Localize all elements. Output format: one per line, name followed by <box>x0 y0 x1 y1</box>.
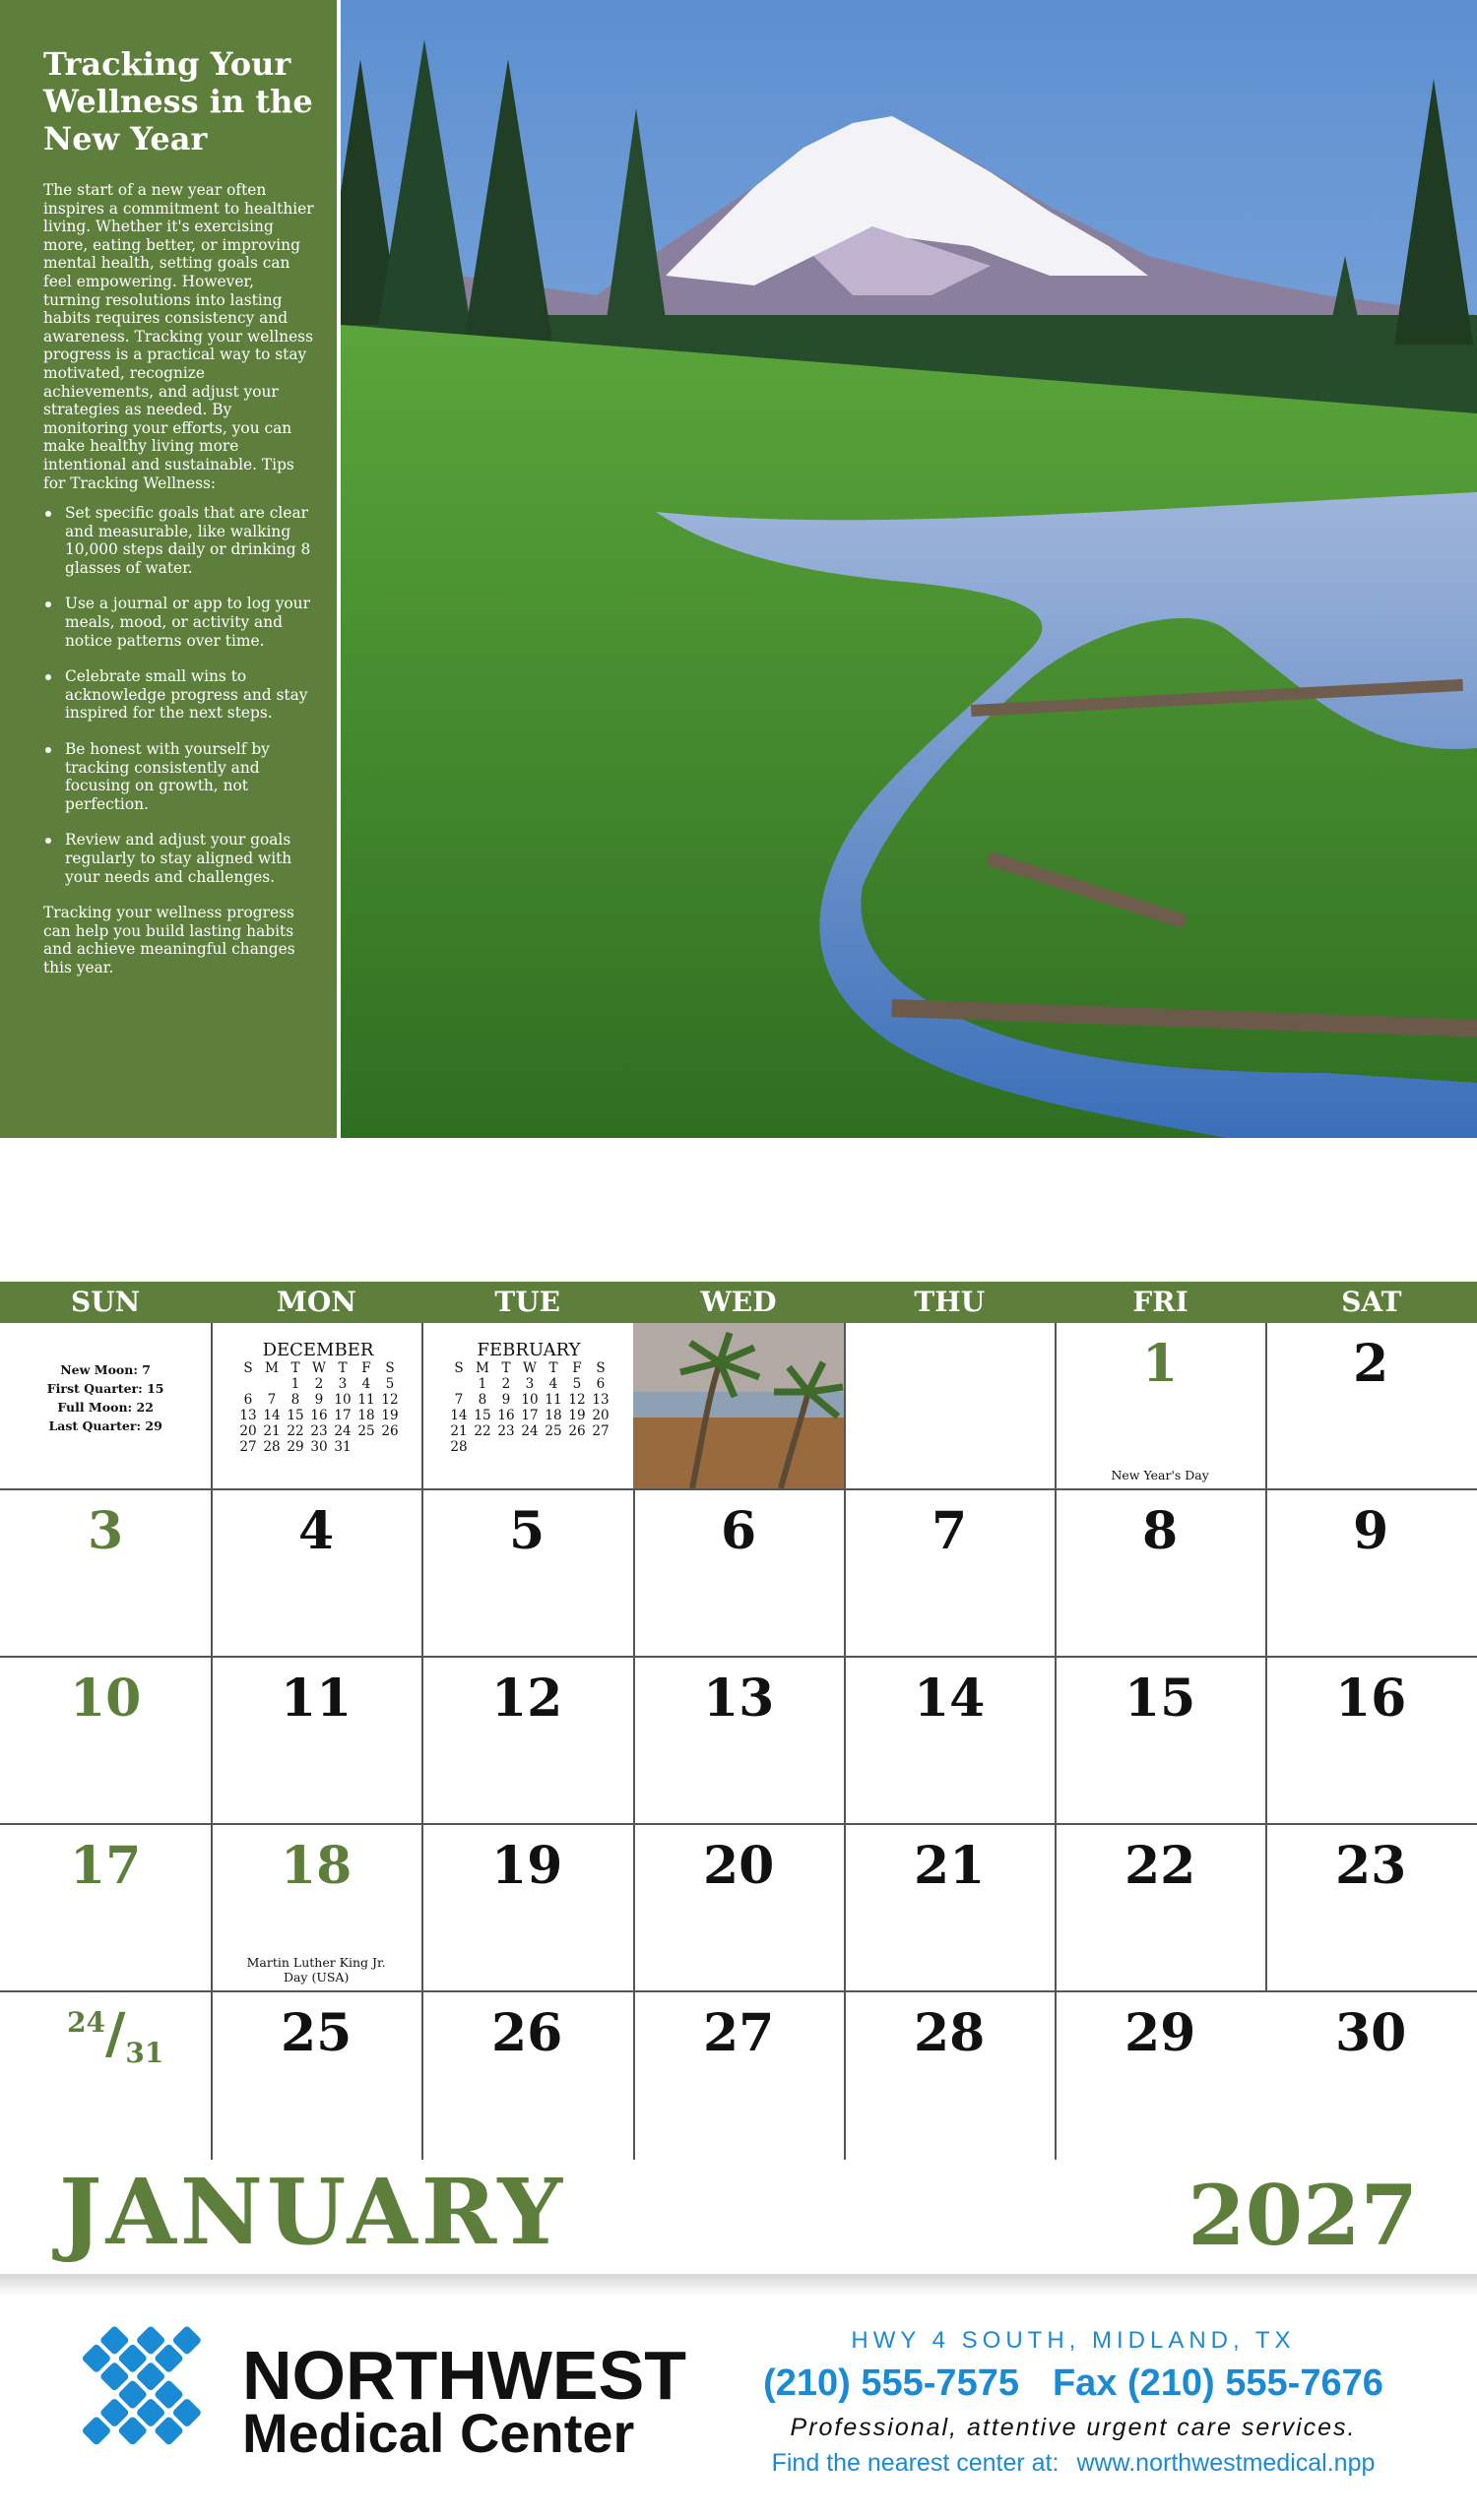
mini-day: 5 <box>572 1376 582 1392</box>
mini-day: 16 <box>497 1408 515 1423</box>
mini-day: 11 <box>545 1392 562 1408</box>
mini-day: 18 <box>357 1408 375 1423</box>
split-slash: / <box>104 2001 126 2066</box>
mini-day: 12 <box>381 1392 399 1408</box>
mini-day: 2 <box>501 1376 511 1392</box>
moon-phase: First Quarter: 15 <box>46 1381 164 1396</box>
moon-phase: Full Moon: 22 <box>57 1400 154 1415</box>
mini-day <box>542 1439 565 1455</box>
fax-number: Fax (210) 555-7676 <box>1052 2362 1383 2404</box>
holiday-label-line: Martin Luther King Jr. <box>246 1955 386 1970</box>
day-number: 8 <box>1142 1501 1179 1561</box>
day-number: 29 <box>1124 2003 1196 2063</box>
day-cell-7[interactable] <box>844 1490 1055 1658</box>
mini-day: 13 <box>592 1392 610 1408</box>
mini-day: 23 <box>497 1423 515 1439</box>
mini-day: 15 <box>287 1408 304 1423</box>
day-number: 17 <box>69 1836 142 1896</box>
day-number: 11 <box>280 1669 353 1729</box>
mini-calendar-next <box>421 1323 632 1490</box>
mini-day: 20 <box>239 1423 257 1439</box>
tips-list <box>43 504 315 886</box>
mini-day: 3 <box>525 1376 535 1392</box>
article-closing: Tracking your wellness progress can help you build lasting habits and achieve meaningful changes this year. <box>43 904 295 976</box>
tip-item: Review and adjust your goals regularly to stay aligned with your needs and challenges. <box>43 831 315 886</box>
mini-weekday: S <box>454 1360 464 1376</box>
weekday-mon: MON <box>276 1286 356 1318</box>
weekday-header <box>0 1282 1477 1323</box>
day-number: 14 <box>913 1669 986 1729</box>
mini-day: 6 <box>596 1376 606 1392</box>
mini-day <box>471 1439 494 1455</box>
holiday-label <box>211 1955 421 1984</box>
holiday-label-line: Day (USA) <box>283 1970 350 1984</box>
tagline: Professional, attentive urgent care services. <box>790 2414 1357 2441</box>
day-cell-13[interactable] <box>633 1658 844 1825</box>
mini-weekday: M <box>476 1360 489 1376</box>
mini-day: 14 <box>263 1408 281 1423</box>
mini-day: 30 <box>310 1439 328 1455</box>
day-number: 16 <box>1334 1669 1407 1729</box>
mini-day: 7 <box>267 1392 277 1408</box>
mini-day <box>565 1439 589 1455</box>
mini-calendar-december <box>234 1341 402 1455</box>
mini-calendar-table <box>447 1360 612 1455</box>
calendar-grid <box>0 1323 1477 2160</box>
article-intro: The start of a new year often inspires a commitment to healthier living. Whether it's exercising more, eating better, or improving mental health, setting goals can feel empowering. However, turning resolutions into lasting habits requires consistency and awareness. Tracking your wellness progress is a practical way to stay motivated, recognize achievements, and adjust your strategies as needed. By monitoring your efforts, you can make healthy living more intentional and sustainable. Tips for Tracking Wellness: <box>43 181 314 492</box>
mini-day: 4 <box>548 1376 558 1392</box>
mini-weekday: W <box>312 1360 326 1376</box>
mini-day: 4 <box>361 1376 371 1392</box>
day-number: 26 <box>490 2003 563 2063</box>
moon-phase: New Moon: 7 <box>60 1362 152 1377</box>
mini-day: 9 <box>314 1392 324 1408</box>
day-cell-26[interactable] <box>421 1992 632 2160</box>
mini-day: 21 <box>263 1423 281 1439</box>
weekday-wed: WED <box>700 1286 777 1318</box>
mini-weekday: T <box>290 1360 300 1376</box>
day-cell-2[interactable] <box>1265 1323 1476 1490</box>
mini-day: 13 <box>239 1408 257 1423</box>
mini-calendar-title: FEBRUARY <box>477 1340 581 1360</box>
day-cell-22[interactable] <box>1055 1825 1265 1992</box>
day-number: 3 <box>88 1501 124 1561</box>
mini-day: 25 <box>545 1423 562 1439</box>
day-cell-20[interactable] <box>633 1825 844 1992</box>
brand-subname: Medical Center <box>242 2402 635 2464</box>
day-cell-6[interactable] <box>633 1490 844 1658</box>
day-cell-25[interactable] <box>211 1992 421 2160</box>
day-cell-4[interactable] <box>211 1490 421 1658</box>
day-cell-3[interactable] <box>0 1490 211 1658</box>
weekday-sun: SUN <box>71 1286 141 1318</box>
mini-day <box>236 1376 260 1392</box>
mini-day: 18 <box>545 1408 562 1423</box>
mini-day: 9 <box>501 1392 511 1408</box>
phone-number[interactable]: (210) 555-7575 <box>763 2362 1019 2404</box>
day-cell-9[interactable] <box>1265 1490 1476 1658</box>
day-cell-1[interactable] <box>1055 1323 1265 1490</box>
year-title: 2027 <box>1188 2167 1418 2264</box>
mini-day: 21 <box>450 1423 468 1439</box>
day-cell-24-31[interactable] <box>0 1992 211 2160</box>
day-cell-18[interactable] <box>211 1825 421 1992</box>
day-number: 25 <box>280 2003 353 2063</box>
mini-day: 8 <box>478 1392 487 1408</box>
mini-calendar-week <box>447 1439 612 1455</box>
mini-weekday: W <box>523 1360 537 1376</box>
mini-calendar-week <box>236 1439 402 1455</box>
tip-item: Use a journal or app to log your meals, mood, or activity and notice patterns over time. <box>43 595 315 650</box>
day-number-31: 31 <box>125 2037 164 2069</box>
tip-item: Be honest with yourself by tracking consistently and focusing on growth, not perfection. <box>43 740 315 813</box>
mini-day <box>354 1439 378 1455</box>
mini-calendar-week <box>236 1392 402 1408</box>
moon-phases <box>0 1360 211 1435</box>
mini-day: 28 <box>450 1439 468 1455</box>
mini-calendar-week <box>447 1423 612 1439</box>
mini-day: 22 <box>287 1423 304 1439</box>
day-cell-27[interactable] <box>633 1992 844 2160</box>
mountain-lake-photo <box>341 0 1477 1138</box>
mini-day: 20 <box>592 1408 610 1423</box>
mini-calendar-week <box>236 1408 402 1423</box>
day-number: 10 <box>69 1669 142 1729</box>
day-cell-28[interactable] <box>844 1992 1055 2160</box>
weekday-sat: SAT <box>1341 1286 1402 1318</box>
mini-day: 24 <box>521 1423 539 1439</box>
tip-item: Celebrate small wins to acknowledge progress and stay inspired for the next steps. <box>43 667 315 723</box>
mini-day: 17 <box>334 1408 352 1423</box>
moon-phase: Last Quarter: 29 <box>48 1418 162 1433</box>
mini-day <box>260 1376 284 1392</box>
mini-calendar-previous <box>211 1323 421 1490</box>
mini-day: 25 <box>357 1423 375 1439</box>
mini-weekday: S <box>243 1360 253 1376</box>
day-cell-14[interactable] <box>844 1658 1055 1825</box>
day-cell-11[interactable] <box>211 1658 421 1825</box>
mini-day: 10 <box>521 1392 539 1408</box>
mini-calendar-week <box>236 1376 402 1392</box>
brand-name: NORTHWEST <box>242 2337 687 2414</box>
day-number: 21 <box>913 1836 986 1896</box>
day-cell-10[interactable] <box>0 1658 211 1825</box>
mini-calendar-table <box>236 1360 402 1455</box>
day-cell-16[interactable] <box>1265 1658 1476 1825</box>
day-number: 13 <box>702 1669 775 1729</box>
mini-calendar-title: DECEMBER <box>262 1340 374 1360</box>
day-number: 5 <box>509 1501 546 1561</box>
mini-day: 31 <box>334 1439 352 1455</box>
mini-day: 19 <box>381 1408 399 1423</box>
mini-calendar-week <box>447 1392 612 1408</box>
day-number: 28 <box>913 2003 986 2063</box>
mini-day <box>378 1439 402 1455</box>
mini-calendar-header-row <box>447 1360 612 1376</box>
day-number: 9 <box>1353 1501 1389 1561</box>
mini-weekday: S <box>385 1360 395 1376</box>
day-number: 27 <box>702 2003 775 2063</box>
day-number: 6 <box>721 1501 757 1561</box>
mini-calendar-week <box>447 1408 612 1423</box>
month-title: JANUARY <box>59 2159 567 2265</box>
day-number: 18 <box>280 1836 353 1896</box>
mini-day: 24 <box>334 1423 352 1439</box>
cross-logo-icon <box>55 2307 232 2485</box>
day-cell-30[interactable] <box>1265 1992 1476 2160</box>
mini-day <box>494 1439 518 1455</box>
day-cell-empty <box>844 1323 1055 1490</box>
mini-weekday: M <box>265 1360 279 1376</box>
website-link[interactable]: www.northwestmedical.npp <box>1076 2449 1376 2477</box>
day-cell-8[interactable] <box>1055 1490 1265 1658</box>
mini-day: 14 <box>450 1408 468 1423</box>
day-cell-17[interactable] <box>0 1825 211 1992</box>
mini-day: 27 <box>239 1439 257 1455</box>
mini-day: 8 <box>290 1392 300 1408</box>
address: HWY 4 SOUTH, MIDLAND, TX <box>851 2327 1296 2354</box>
mini-day: 16 <box>310 1408 328 1423</box>
section-shadow <box>0 2274 1477 2296</box>
day-cell-21[interactable] <box>844 1825 1055 1992</box>
day-number: 2 <box>1353 1334 1389 1394</box>
weekday-thu: THU <box>914 1286 986 1318</box>
mini-day: 19 <box>568 1408 586 1423</box>
mini-day: 29 <box>287 1439 304 1455</box>
day-number: 20 <box>702 1836 775 1896</box>
website-label: Find the nearest center at: <box>771 2449 1060 2477</box>
mini-calendar-header-row <box>236 1360 402 1376</box>
mini-day: 2 <box>314 1376 324 1392</box>
weekday-fri: FRI <box>1132 1286 1188 1318</box>
holiday-label: New Year's Day <box>1111 1468 1209 1482</box>
mini-calendar-week <box>447 1376 612 1392</box>
day-number: 4 <box>298 1501 335 1561</box>
day-number: 19 <box>490 1836 563 1896</box>
day-cell-15[interactable] <box>1055 1658 1265 1825</box>
website-line <box>729 2449 1418 2478</box>
palm-beach-photo <box>633 1323 844 1490</box>
day-number: 15 <box>1124 1669 1196 1729</box>
mini-day: 26 <box>381 1423 399 1439</box>
day-cell-29[interactable] <box>1055 1992 1265 2160</box>
mini-day <box>518 1439 542 1455</box>
day-number: 1 <box>1142 1334 1179 1394</box>
mini-weekday: S <box>596 1360 606 1376</box>
mini-calendar-week <box>236 1423 402 1439</box>
day-number: 23 <box>1334 1836 1407 1896</box>
mini-day: 3 <box>338 1376 348 1392</box>
day-cell-23[interactable] <box>1265 1825 1476 1992</box>
day-number: 7 <box>931 1501 968 1561</box>
mini-day: 1 <box>290 1376 300 1392</box>
tip-item: Set specific goals that are clear and measurable, like walking 10,000 steps daily or drinking 8 glasses of water. <box>43 504 315 577</box>
mini-weekday: T <box>548 1360 558 1376</box>
day-cell-12[interactable] <box>421 1658 632 1825</box>
mini-day: 7 <box>454 1392 464 1408</box>
mini-day: 11 <box>357 1392 375 1408</box>
contact-numbers <box>729 2362 1418 2405</box>
day-number: 12 <box>490 1669 563 1729</box>
mini-weekday: T <box>501 1360 511 1376</box>
split-day-number <box>67 2001 164 2069</box>
mini-day: 23 <box>310 1423 328 1439</box>
moon-phases-cell <box>0 1323 211 1490</box>
mini-day: 10 <box>334 1392 352 1408</box>
day-cell-19[interactable] <box>421 1825 632 1992</box>
wellness-article <box>0 0 337 1138</box>
day-number-24: 24 <box>67 2006 105 2039</box>
mini-calendar-february <box>445 1341 612 1455</box>
mini-day <box>447 1376 471 1392</box>
day-number: 30 <box>1334 2003 1407 2063</box>
mini-day: 22 <box>474 1423 491 1439</box>
mini-day: 28 <box>263 1439 281 1455</box>
mini-day <box>589 1439 612 1455</box>
article-title: Tracking Your Wellness in the New Year <box>43 45 313 158</box>
mini-day: 26 <box>568 1423 586 1439</box>
mini-day: 5 <box>385 1376 395 1392</box>
day-cell-5[interactable] <box>421 1490 632 1658</box>
mini-day: 6 <box>243 1392 253 1408</box>
weekday-tue: TUE <box>494 1286 560 1318</box>
mini-day: 12 <box>568 1392 586 1408</box>
mini-weekday: F <box>361 1360 371 1376</box>
mini-weekday: T <box>338 1360 348 1376</box>
day-number: 22 <box>1124 1836 1196 1896</box>
mini-day: 15 <box>474 1408 491 1423</box>
mini-day: 27 <box>592 1423 610 1439</box>
mini-weekday: F <box>572 1360 582 1376</box>
mini-day: 1 <box>478 1376 487 1392</box>
mini-day: 17 <box>521 1408 539 1423</box>
